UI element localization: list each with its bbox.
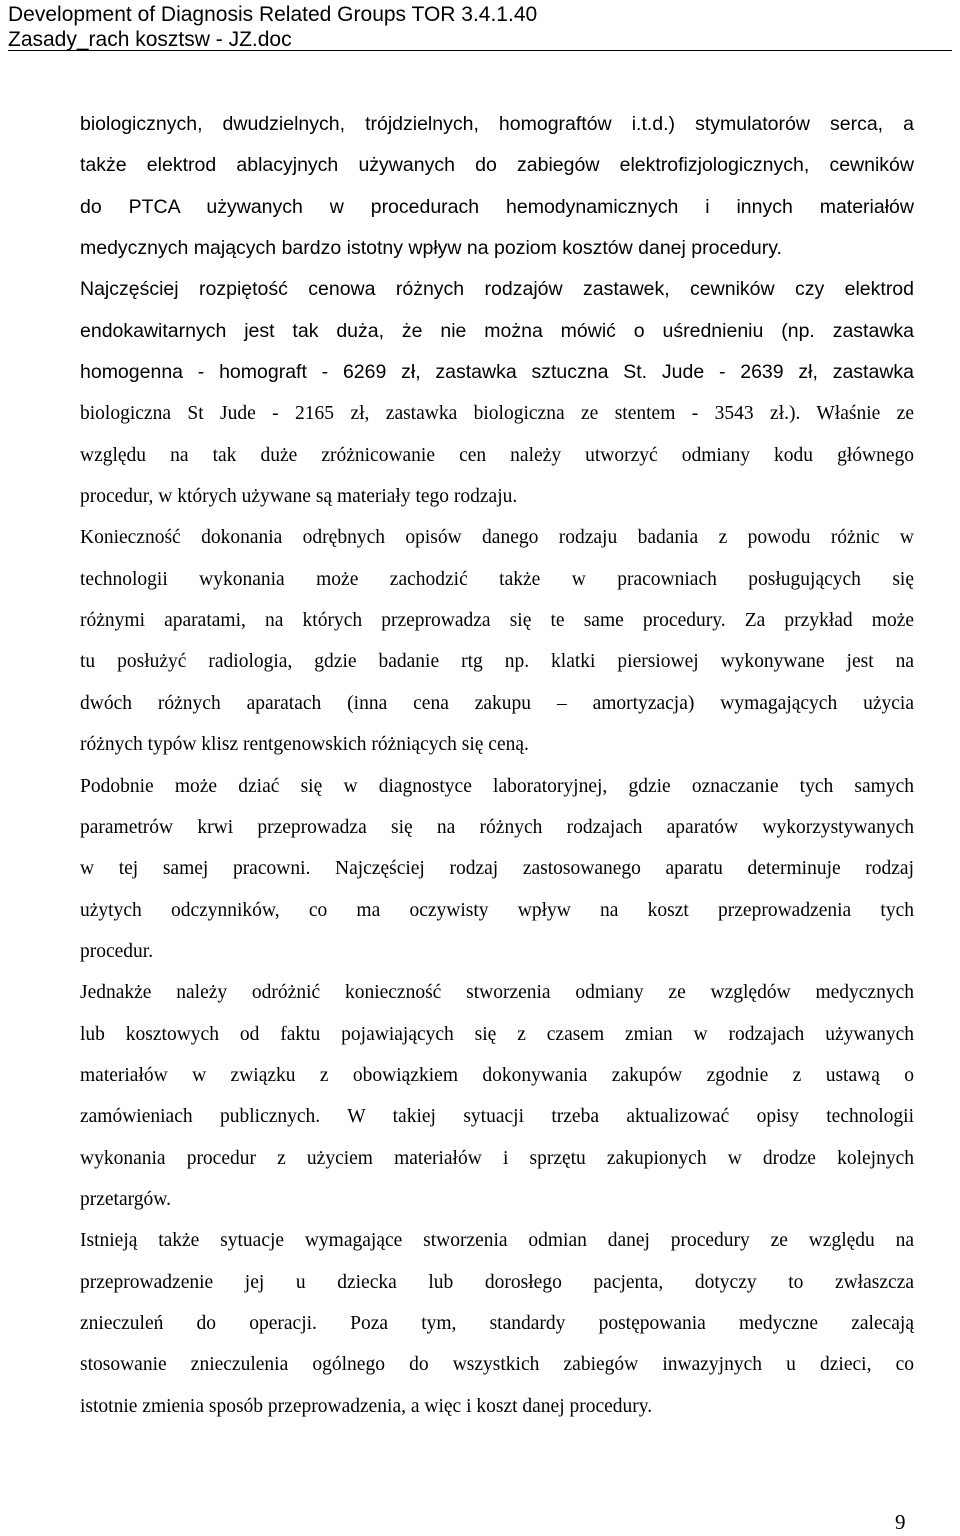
text-line: Jednakże należy odróżnić konieczność stworzenia odmiany ze względów medycznych xyxy=(80,982,914,1004)
text-line: istotnie zmienia sposób przeprowadzenia, a więc i koszt danej procedury. xyxy=(80,1395,653,1417)
text-line: Istnieją także sytuacje wymagające stworzenia odmian danej procedury ze względu na xyxy=(80,1230,914,1252)
text-line: Konieczność dokonania odrębnych opisów danego rodzaju badania z powodu różnic w xyxy=(80,527,914,549)
header-divider xyxy=(8,50,952,51)
text-line: Podobnie może dziać się w diagnostyce laboratoryjnej, gdzie oznaczanie tych samych xyxy=(80,775,914,797)
text-line: przetargów. xyxy=(80,1188,171,1210)
text-line: Najczęściej rozpiętość cenowa różnych rodzajów zastawek, cewników czy elektrod xyxy=(80,278,914,301)
text-line: procedur, w których używane są materiały tego rodzaju. xyxy=(80,486,518,508)
text-line: medycznych mających bardzo istotny wpływ na poziom kosztów danej procedury. xyxy=(80,237,782,260)
text-line: względu na tak duże zróżnicowanie cen należy utworzyć odmiany kodu głównego xyxy=(80,444,914,466)
text-line: materiałów w związku z obowiązkiem dokonywania zakupów zgodnie z ustawą o xyxy=(80,1064,914,1086)
paragraph xyxy=(80,104,914,517)
text-line: parametrów krwi przeprowadza się na różnych rodzajach aparatów wykorzystywanych xyxy=(80,816,914,838)
paragraph xyxy=(80,972,914,1220)
text-line: tu posłużyć radiologia, gdzie badanie rtg np. klatki piersiowej wykonywane jest na xyxy=(80,651,914,673)
text-line: biologicznych, dwudzielnych, trójdzielnych, homograftów i.t.d.) stymulatorów serca, a xyxy=(80,113,914,135)
text-line: także elektrod ablacyjnych używanych do zabiegów elektrofizjologicznych, cewników xyxy=(80,154,914,177)
document-body xyxy=(80,104,914,1427)
header-filename: Zasady_rach kosztsw - JZ.doc xyxy=(8,28,292,51)
text-line: technologii wykonania może zachodzić także w pracowniach posługujących się xyxy=(80,568,914,590)
text-line: znieczuleń do operacji. Poza tym, standardy postępowania medyczne zalecają xyxy=(80,1312,914,1334)
text-line: wykonania procedur z użyciem materiałów i sprzętu zakupionych w drodze kolejnych xyxy=(80,1147,914,1169)
paragraph xyxy=(80,766,914,973)
text-line: stosowanie znieczulenia ogólnego do wszystkich zabiegów inwazyjnych u dzieci, co xyxy=(80,1354,914,1376)
text-line: do PTCA używanych w procedurach hemodynamicznych i innych materiałów xyxy=(80,195,914,218)
text-line: różnymi aparatami, na których przeprowadza się te same procedury. Za przykład może xyxy=(80,610,914,632)
text-line: różnych typów klisz rentgenowskich różniących się ceną. xyxy=(80,734,529,756)
page-number: 9 xyxy=(895,1510,906,1534)
text-line: procedur. xyxy=(80,940,154,962)
text-line: przeprowadzenie jej u dziecka lub dorosłego pacjenta, dotyczy to zwłaszcza xyxy=(80,1271,914,1293)
paragraph xyxy=(80,517,914,765)
text-line: homogenna - homograft - 6269 zł, zastawka sztuczna St. Jude - 2639 zł, zastawka xyxy=(80,361,914,384)
paragraph xyxy=(80,1220,914,1427)
header-title: Development of Diagnosis Related Groups TOR 3.4.1.40 xyxy=(8,3,538,26)
text-line: biologiczna St Jude - 2165 zł, zastawka biologiczna ze stentem - 3543 zł.). Właśnie ze xyxy=(80,403,914,425)
text-line: użytych odczynników, co ma oczywisty wpływ na koszt przeprowadzenia tych xyxy=(80,899,914,921)
document-header xyxy=(8,2,952,52)
text-line: dwóch różnych aparatach (inna cena zakupu – amortyzacja) wymagających użycia xyxy=(80,692,914,714)
text-line: w tej samej pracowni. Najczęściej rodzaj zastosowanego aparatu determinuje rodzaj xyxy=(80,858,914,880)
text-line: zamówieniach publicznych. W takiej sytuacji trzeba aktualizować opisy technologii xyxy=(80,1106,914,1128)
text-line: lub kosztowych od faktu pojawiających się z czasem zmian w rodzajach używanych xyxy=(80,1023,914,1045)
text-line: endokawitarnych jest tak duża, że nie można mówić o uśrednieniu (np. zastawka xyxy=(80,319,914,342)
